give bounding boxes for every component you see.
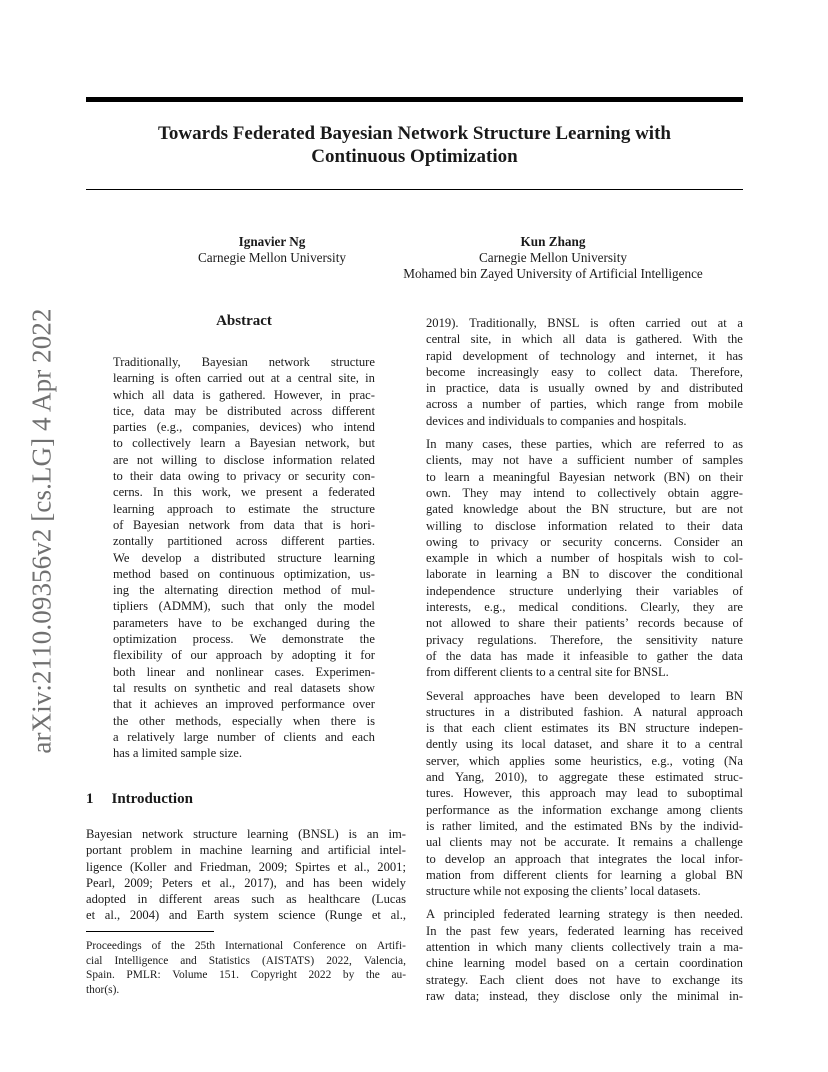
text-line: tice, data may be distributed across different	[113, 403, 375, 418]
text-line: tal results on synthetic and real datasets show	[113, 680, 375, 695]
text-line: from different clients to a central site for BNSL.	[426, 665, 669, 680]
text-line: is rather limited, and the estimated BNs by the individ-	[426, 818, 743, 833]
text-line: parameters have to be exchanged during the	[113, 615, 375, 630]
text-line: raw data; instead, they disclose only the minimal in-	[426, 988, 743, 1003]
text-line: interests, e.g., medical conditions. Clearly, they are	[426, 600, 743, 615]
footnote-line: Spain. PMLR: Volume 151. Copyright 2022 by the au-	[86, 969, 406, 981]
text-line: in practice, data is usually owned by and distributed	[426, 381, 743, 396]
text-line: become increasingly easy to collect data. Therefore,	[426, 364, 743, 379]
text-line: structures in a distributed fashion. A natural approach	[426, 704, 743, 719]
abstract-body	[113, 354, 375, 761]
author-affiliation: Carnegie Mellon University	[479, 250, 627, 265]
text-line: flexibility of our approach by adopting it for	[113, 648, 375, 663]
text-line: adopted in different areas such as healthcare (Lucas	[86, 892, 406, 907]
author-affiliation: Carnegie Mellon University	[198, 250, 346, 265]
text-line: ligence (Koller and Friedman, 2009; Spirtes et al., 2001;	[86, 859, 406, 874]
author-name: Ignavier Ng	[238, 234, 306, 249]
text-line: ual clients may not be accurate. It remains a challenge	[426, 835, 743, 850]
text-line: dently using its local dataset, and share it to a central	[426, 737, 743, 752]
text-line: structure while not exposing the clients’ local datasets.	[426, 884, 701, 899]
title-bottom-rule	[86, 189, 743, 190]
paper-title	[86, 122, 743, 168]
title-line-2: Continuous Optimization	[311, 146, 518, 167]
text-line: gated knowledge about the BN structure, but are not	[426, 502, 743, 517]
text-line: learning is often carried out at a central site, in	[113, 371, 375, 386]
text-line: Traditionally, Bayesian network structure	[113, 355, 375, 369]
text-line: In many cases, these parties, which are referred to as	[426, 437, 743, 452]
text-line: of the data has made it infeasible to gather the data	[426, 648, 743, 663]
text-line: clients, may not have a sufficient number of samples	[426, 453, 743, 468]
text-line: example in which a number of hospitals wish to col-	[426, 551, 743, 566]
text-line: In the past few years, federated learning has received	[426, 923, 743, 938]
text-line: attention in which many clients collectively train a ma-	[426, 939, 743, 954]
text-line: zontally partitioned across different parties.	[113, 534, 375, 549]
footnote-line: cial Intelligence and Statistics (AISTATS) 2022, Valencia,	[86, 954, 406, 967]
footnote-line: thor(s).	[86, 983, 120, 996]
introduction-body-left	[86, 826, 406, 924]
text-line: parties (e.g., companies, devices) who intend	[113, 420, 375, 435]
introduction-body-right	[426, 315, 743, 1004]
text-line: privacy regulations. Therefore, the sensitivity nature	[426, 632, 743, 647]
text-line: strategy. Each client does not have to exchange its	[426, 972, 743, 987]
text-line: laborate in learning a BN to discover the conditional	[426, 567, 743, 582]
footnote-line: Proceedings of the 25th International Conference on Artifi-	[86, 940, 406, 952]
text-line: We develop a distributed structure learning	[113, 550, 375, 565]
footnote-rule	[86, 931, 214, 932]
text-line: both linear and nonlinear cases. Experimen-	[113, 664, 375, 679]
text-line: independence structure underlying their variables of	[426, 583, 743, 598]
text-line: tures. However, this approach may lead to suboptimal	[426, 786, 743, 801]
text-line: Bayesian network structure learning (BNSL) is an im-	[86, 827, 406, 841]
text-line: central site, in which all data is gathered. With the	[426, 332, 743, 347]
text-line: own. They may intend to collectively obtain aggre-	[426, 485, 743, 500]
text-line: Pearl, 2009; Peters et al., 2017), and has been widely	[86, 875, 406, 890]
text-line: across a number of parties, which range from mobile	[426, 397, 743, 412]
section-number: 1	[86, 791, 94, 807]
text-line: A principled federated learning strategy is then needed.	[426, 907, 743, 922]
text-line: chine learning model based on a certain coordination	[426, 956, 743, 971]
text-line: and Yang, 2010), to aggregate these estimated struc-	[426, 770, 743, 785]
author-affiliation: Mohamed bin Zayed University of Artificial Intelligence	[403, 266, 703, 281]
text-line: mation from different clients for learning a global BN	[426, 867, 743, 882]
text-line: tipliers (ADMM), such that only the model	[113, 599, 375, 614]
text-line: that it achieves an improved performance over	[113, 697, 375, 712]
text-line: portant problem in machine learning and artificial intel-	[86, 843, 406, 858]
text-line: of Bayesian network from data that is hori-	[113, 517, 375, 532]
text-line: is that each client estimates its BN structure indepen-	[426, 721, 743, 736]
text-line: 2019). Traditionally, BNSL is often carried out at a	[426, 316, 743, 330]
abstract-heading: Abstract	[216, 313, 272, 329]
text-line: to collectively learn a Bayesian network, but	[113, 436, 375, 451]
text-line: ing the alternating direction method of mul-	[113, 583, 375, 598]
author-block-1	[172, 234, 372, 266]
text-line: are not willing to disclose information related	[113, 452, 375, 467]
title-line-1: Towards Federated Bayesian Network Structure Learning with	[158, 123, 671, 144]
text-line: devices and individuals to companies and hospitals.	[426, 413, 687, 428]
text-line: a relatively large number of clients and each	[113, 729, 375, 744]
author-name: Kun Zhang	[520, 234, 586, 249]
footnote	[86, 939, 406, 997]
text-line: optimization process. We demonstrate the	[113, 632, 375, 647]
text-line: cerns. In this work, we present a federated	[113, 485, 375, 500]
text-line: which all data is gathered. However, in prac-	[113, 387, 375, 402]
text-line: not allowed to share their patients’ records because of	[426, 616, 743, 631]
text-line: learning approach to estimate the structure	[113, 501, 375, 516]
text-line: the other methods, especially when there is	[113, 713, 375, 728]
text-line: owing to privacy or security concerns. Consider an	[426, 534, 743, 549]
text-line: willing to disclose information related to their data	[426, 518, 743, 533]
text-line: Several approaches have been developed to learn BN	[426, 688, 743, 703]
text-line: to learn a meaningful Bayesian network (BN) on their	[426, 469, 743, 484]
text-line: rapid development of technology and internet, it has	[426, 348, 743, 363]
text-line: to develop an approach that integrates the local infor-	[426, 851, 743, 866]
arxiv-identifier: arXiv:2110.09356v2 [cs.LG] 4 Apr 2022	[26, 308, 57, 754]
author-block-2	[383, 234, 723, 282]
text-line: method based on continuous optimization, us-	[113, 566, 375, 581]
section-heading-introduction	[86, 791, 193, 808]
section-title: Introduction	[111, 791, 193, 807]
text-line: server, which applies some heuristics, e.g., voting (Na	[426, 753, 743, 768]
text-line: to their data owing to privacy or security con-	[113, 469, 375, 484]
text-line: has a limited sample size.	[113, 746, 243, 761]
text-line: performance as the information exchange among clients	[426, 802, 743, 817]
title-top-rule	[86, 97, 743, 102]
text-line: et al., 2004) and Earth system science (Runge et al.,	[86, 908, 406, 923]
